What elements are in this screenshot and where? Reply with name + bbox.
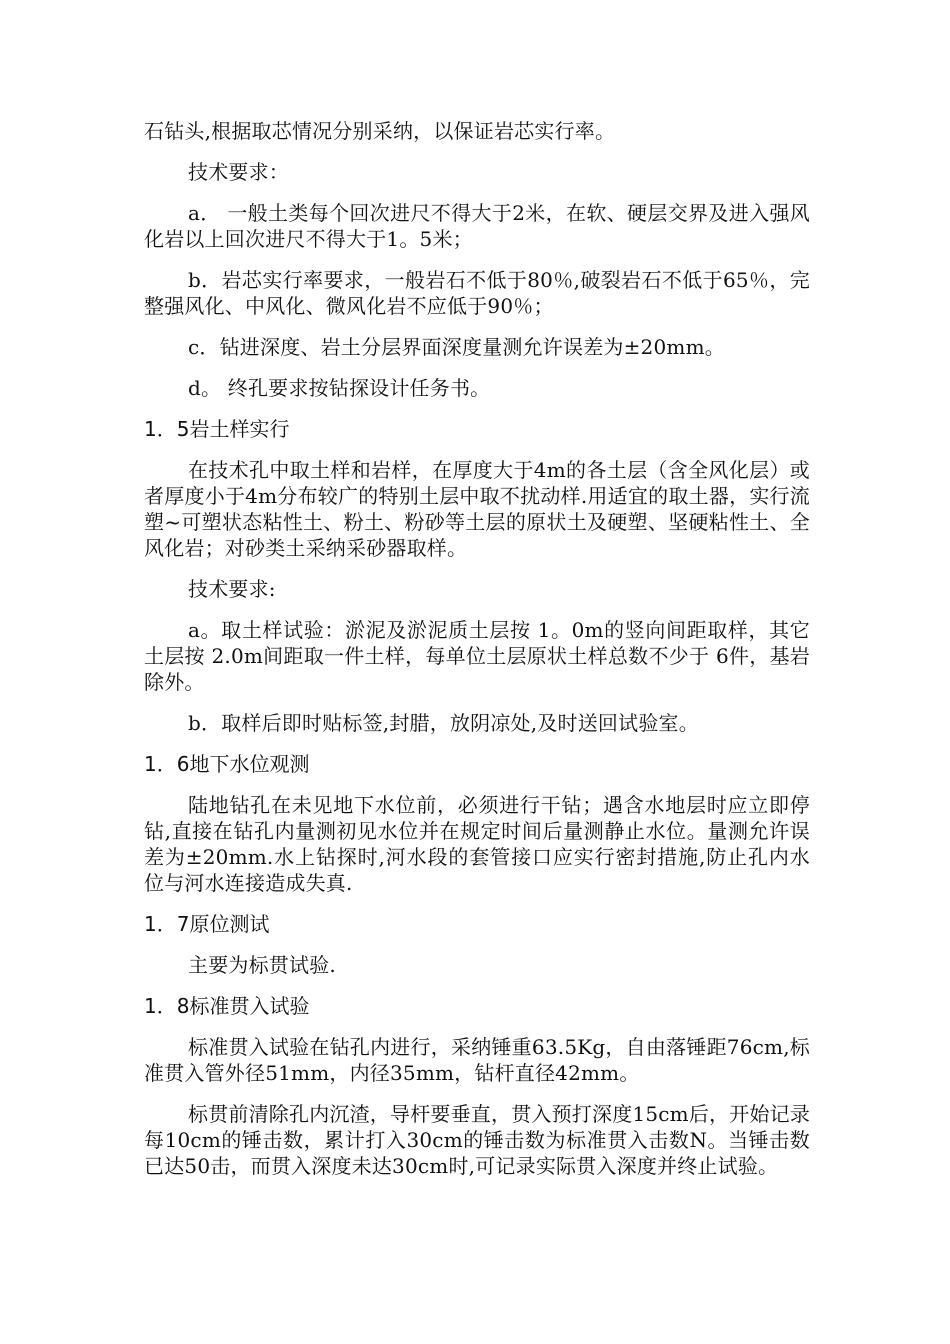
document-page: [144, 118, 810, 1194]
section-heading: 1．6地下水位观测: [144, 752, 310, 776]
body-paragraph: d。 终孔要求按钻探设计任务书。: [188, 376, 491, 400]
body-paragraph: 主要为标贯试验.: [188, 953, 336, 977]
body-paragraph: a。取土样试验：淤泥及淤泥质土层按 1。0m的竖向间距取样，其它土层按 2.0m间距取一件土样，每单位土层原状土样总数不少于 6件，基岩除外。: [144, 618, 810, 694]
body-paragraph: 标贯前清除孔内沉渣，导杆要垂直，贯入预打深度15cm后，开始记录每10cm的锤击数，累计打入30cm的锤击数为标准贯入击数N。当锤击数已达50击，而贯入深度未达30cm时,可记录实际贯入深度并终止试验。: [144, 1102, 811, 1178]
body-paragraph: b．岩芯实行率要求，一般岩石不低于80％,破裂岩石不低于65％，完整强风化、中风化、微风化岩不应低于90％；: [144, 268, 810, 318]
section-heading: 1．8标准贯入试验: [144, 994, 310, 1018]
section-heading: 1．7原位测试: [144, 912, 270, 936]
body-paragraph: 石钻头,根据取芯情况分别采纳，以保证岩芯实行率。: [144, 119, 616, 143]
body-paragraph: 标准贯入试验在钻孔内进行，采纳锤重63.5Kg，自由落锤距76cm,标准贯入管外径51mm，内径35mm，钻杆直径42mm。: [144, 1035, 810, 1085]
body-paragraph: b．取样后即时贴标签,封腊，放阴凉处,及时送回试验室。: [188, 711, 699, 735]
body-paragraph: a． 一般土类每个回次进尺不得大于2米，在软、硬层交界及进入强风化岩以上回次进尺不得大于1。5米；: [144, 201, 810, 251]
body-paragraph: 在技术孔中取土样和岩样，在厚度大于4m的各土层（含全风化层）或者厚度小于4m分布较广的特别土层中取不扰动样.用适宜的取土器，实行流塑~可塑状态粘性土、粉土、粉砂等土层的原状土及硬塑、坚硬粘性土、全风化岩；对砂类土采纳采砂器取样。: [144, 458, 810, 560]
body-paragraph: 技术要求：: [188, 160, 289, 184]
body-paragraph: 技术要求:: [188, 577, 276, 601]
body-paragraph: 陆地钻孔在未见地下水位前，必须进行干钻；遇含水地层时应立即停钻,直接在钻孔内量测初见水位并在规定时间后量测静止水位。量测允许误差为±20mm.水上钻探时,河水段的套管接口应实行密封措施,防止孔内水位与河水连接造成失真.: [144, 793, 810, 895]
body-paragraph: c．钻进深度、岩土分层界面深度量测允许误差为±20mm。: [188, 335, 725, 359]
section-heading: 1．5岩土样实行: [144, 417, 290, 441]
